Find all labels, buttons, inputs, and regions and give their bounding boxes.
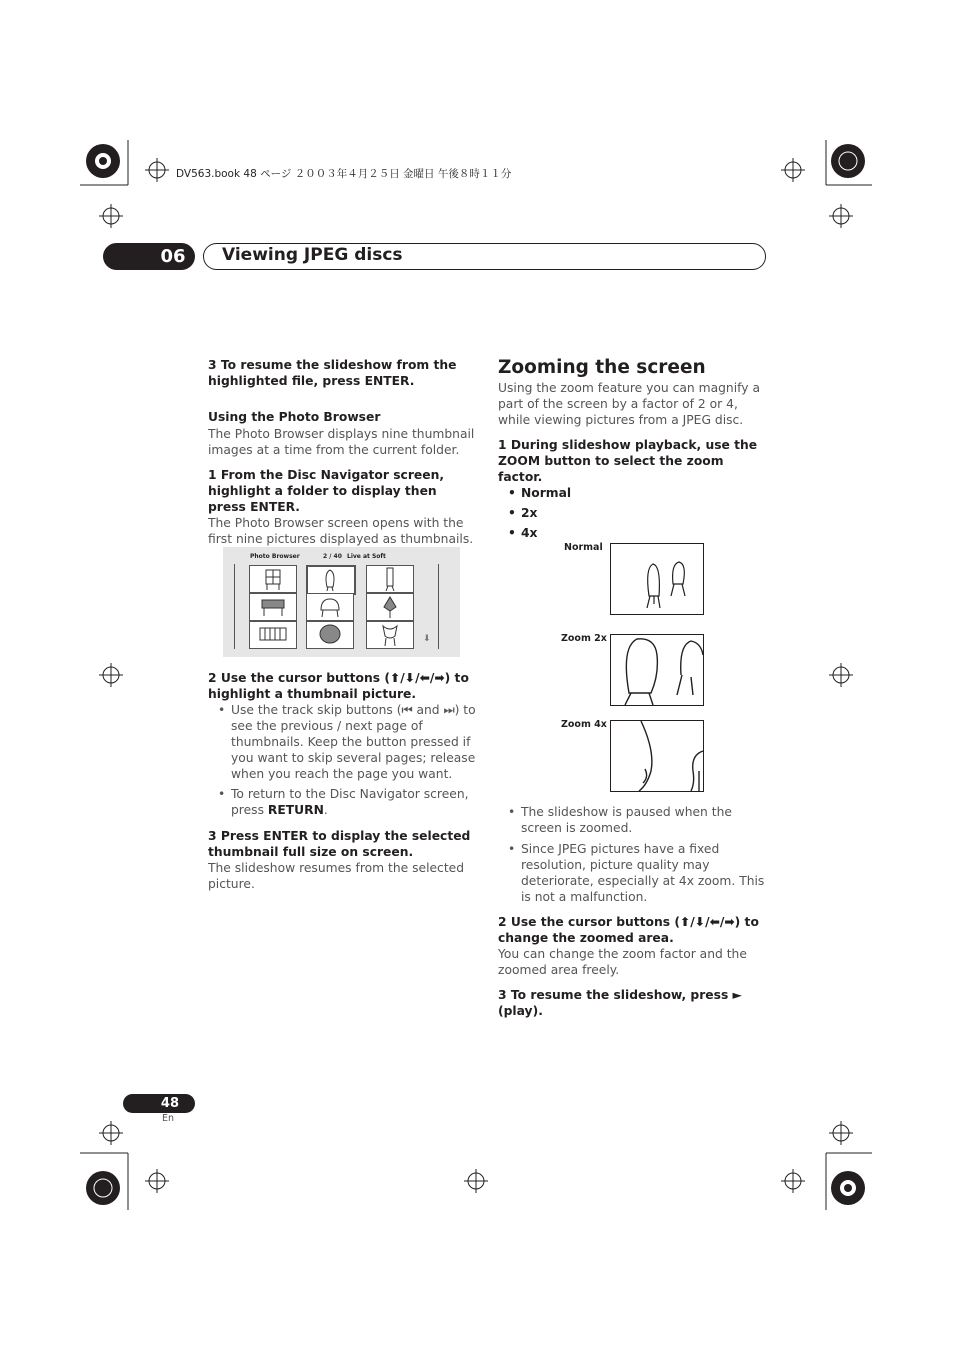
zoom-intro: Using the zoom feature you can magnify a part of the screen by a factor of 2 or 4, while viewing pictures from a JPEG disc. (498, 381, 760, 427)
zoom-label-2x: Zoom 2x (561, 633, 607, 644)
thumbnail (249, 565, 297, 593)
photo-browser-intro: The Photo Browser displays nine thumbnail images at a time from the current folder. (208, 427, 475, 457)
factor-2x: • 2x (508, 506, 538, 520)
zoom-2x-figure (610, 634, 704, 706)
zoom-4x-figure (610, 720, 704, 792)
zoom-step2-body: You can change the zoom factor and the zoomed area freely. (498, 947, 747, 977)
factor-4x: • 4x (508, 526, 538, 540)
book-header-line: DV563.book 48 ページ ２００３年４月２５日 金曜日 午後８時１１分 (176, 168, 512, 180)
step3-heading: 3 Press ENTER to display the selected thumbnail full size on screen. (208, 829, 471, 859)
thumbnail (366, 593, 414, 621)
zoom-normal-figure (610, 543, 704, 615)
browser-page: 2 / 40 (323, 553, 342, 560)
zoom-step3: 3 To resume the slideshow, press ► (play). (498, 988, 743, 1018)
note-quality: • Since JPEG pictures have a fixed resolution, picture quality may deteriorate, especially at 4x zoom. This is not a malfunction. (508, 842, 765, 904)
thumbnail (249, 593, 297, 621)
step3-body: The slideshow resumes from the selected picture. (208, 861, 465, 891)
right-column (498, 380, 766, 541)
photo-browser-heading: Using the Photo Browser (208, 410, 381, 424)
thumbnail-selected (306, 565, 356, 595)
scroll-down-icon: ⬇ (423, 634, 431, 644)
bullet-return: • To return to the Disc Navigator screen, press RETURN. (218, 787, 469, 817)
browser-folder: Live at Soft (347, 553, 386, 560)
zoom-label-normal: Normal (564, 542, 603, 553)
bullet-track-skip: • Use the track skip buttons (⏮ and ⏭) to see the previous / next page of thumbnails. Keep the button pressed if you want to skip several pages; release when you reach the page you want. (218, 703, 476, 781)
step2-heading: 2 Use the cursor buttons (⬆/⬇/⬅/➡) to highlight a thumbnail picture. (208, 671, 469, 701)
factor-normal: • Normal (508, 486, 572, 500)
language-code: En (162, 1113, 175, 1124)
note-paused: • The slideshow is paused when the screen is zoomed. (508, 805, 732, 835)
zoom-step1: 1 During slideshow playback, use the ZOOM button to select the zoom factor. (498, 438, 758, 484)
step1-heading: 1 From the Disc Navigator screen, highlight a folder to display then press ENTER. (208, 468, 444, 514)
thumbnail (306, 621, 354, 649)
thumbnail (249, 621, 297, 649)
step3-resume: 3 To resume the slideshow from the highlighted file, press ENTER. (208, 358, 457, 388)
chapter-number: 06 (103, 243, 195, 270)
zoom-step2: 2 Use the cursor buttons (⬆/⬇/⬅/➡) to change the zoomed area. (498, 915, 759, 945)
thumbnail (366, 621, 414, 649)
thumbnail (366, 565, 414, 593)
photo-browser-screen (223, 547, 460, 657)
browser-title: Photo Browser (250, 553, 300, 560)
right-column-notes (508, 804, 768, 905)
page-number: 48 (123, 1094, 195, 1113)
left-column-lower (208, 670, 478, 892)
step1-body: The Photo Browser screen opens with the first nine pictures displayed as thumbnails. (208, 516, 474, 546)
right-column-lower (498, 914, 770, 1019)
chapter-title: Viewing JPEG discs (222, 245, 403, 265)
left-column (208, 357, 478, 547)
thumbnail (306, 593, 354, 621)
section-heading: Zooming the screen (498, 357, 706, 378)
zoom-label-4x: Zoom 4x (561, 719, 607, 730)
